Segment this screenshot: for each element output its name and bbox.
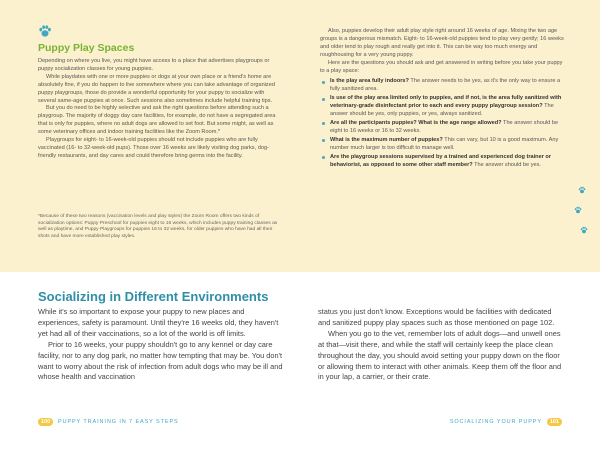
paw-icon [578,186,586,194]
sidebar-paragraph: Also, puppies develop their adult play style right around 16 weeks of age. Mixing the two age groups is a dangerous mismatch. Eight- to 16-week-old puppies tend to play very gently; 16 weeks and older tend to play rough and really get into it. This can be way too much energy and roughhousing for a very young puppy. [320,28,564,58]
sidebar-paragraph: Depending on where you live, you might have access to a place that advertises playgroups or puppy socialization classes for young puppies. [38,58,270,72]
body-right-column [318,307,564,383]
question: Is use of the play area limited only to puppies, and if not, is the area fully sanitized with veterinary-grade disinfectant prior to each and every puppy playgroup session? [330,95,562,110]
sidebar-right-column [320,28,566,170]
answer: The answer should be yes. [472,161,541,168]
list-item [320,78,566,94]
question: What is the maximum number of puppies? [330,136,443,143]
sidebar-paragraph: Here are the questions you should ask and get answered in writing before you take your puppy to a play space: [320,59,563,74]
question: Are the playgroup sessions supervised by a trained and experienced dog trainer or behaviorist, as opposed to some other staff member? [330,153,552,168]
body-paragraph: When you go to the vet, remember lots of adult dogs—and unwell ones at that—visit there, and while the staff will certainly keep the place clean throughout the day, you should avoid setting your puppy down on the floor or allowing them to interact with other animals. Keep them off the floor and in your lap, a carrier, or their crate. [318,328,562,382]
page-number: 100 [38,418,53,426]
paw-icon [574,206,582,214]
list-item [320,120,566,136]
book-title: PUPPY TRAINING IN 7 EASY STEPS [58,419,179,425]
list-item [320,137,566,153]
body-paragraph: While it's so important to expose your puppy to new places and experiences, safety is paramount. Until they're 16 weeks old, they haven't yet had all of their vaccinations, so a lot of the world is off limits. [38,307,279,338]
question: Are all the participants puppies? What is the age range allowed? [330,119,502,126]
sidebar-left-column [38,58,282,161]
footnote: *Because of these two reasons (vaccination levels and play styles) the Zoom Room offers two kinds of socialization options: Puppy Preschool for puppies eight to 16 weeks, which includes puppy training classes as well as playtime, and Puppy Playgroups for puppies 16 to 32 weeks, for older puppies who have had all their shots and have more established play styles. [38,214,278,239]
list-item [320,154,566,170]
chapter-title: SOCIALIZING YOUR PUPPY [449,419,542,425]
body-left-column [38,307,284,383]
sidebar-paragraph: While playdates with one or more puppies or dogs at your own place or a friend's home are absolutely fine, if you do happen to live somewhere where you can take advantage of organized puppy playgroups, those do provide a wonderful opportunity for your puppy to socialize with several same-age puppies at once. Such sessions also sometimes include helpful training tips. [38,73,275,104]
footer-right [450,418,562,426]
body-paragraph: status you just don't know. Exceptions would be facilities with dedicated and sanitized puppy play spaces such as those mentioned on page 102. [318,307,555,327]
answer: The answer needs to be yes, as it's the only way to ensure a fully sanitized area. [330,78,561,93]
sidebar-paragraph: Playgroups for eight- to 16-week-old puppies should not include puppies who are fully vaccinated (16- to 32-week-old pups). Those over 16 weeks are likely visiting dog parks, dog-friendly restaurants, and day cares and could therefore bring germs into the facility. [38,137,269,159]
list-item [320,95,566,119]
question: Is the play area fully indoors? [330,78,409,85]
sidebar-title: Puppy Play Spaces [38,42,135,54]
footer-left [38,418,179,426]
answer: This can vary, but 10 is a good maximum. Any number much larger is too difficult to manage well. [330,136,559,151]
answer: The answer should be eight to 16 weeks or 16 to 32 weeks. [330,119,559,134]
answer: The answer should be yes, only puppies, or yes, always sanitized. [330,103,554,118]
sidebar-paragraph: But you do need to be highly selective and ask the right questions before attending such a playgroup. The majority of doggy day care facilities, for example, do not have a segregated area that is only for puppies, where no adult dogs are allowed to set foot. But some might, as well as some veterinary offices and indoor training facilities like the Zoom Room.* [38,105,276,136]
page-number: 101 [547,418,562,426]
paw-icon [580,226,588,234]
section-title: Socializing in Different Environments [38,289,269,304]
body-paragraph: Prior to 16 weeks, your puppy shouldn't go to any kennel or day care facility, nor to any dog park, no matter how tempting that may be. You don't want to worry about the risk of infection from adult dogs who may be ill and whose health and vaccination [38,339,283,382]
paw-icon [38,24,52,38]
question-list [320,78,566,169]
